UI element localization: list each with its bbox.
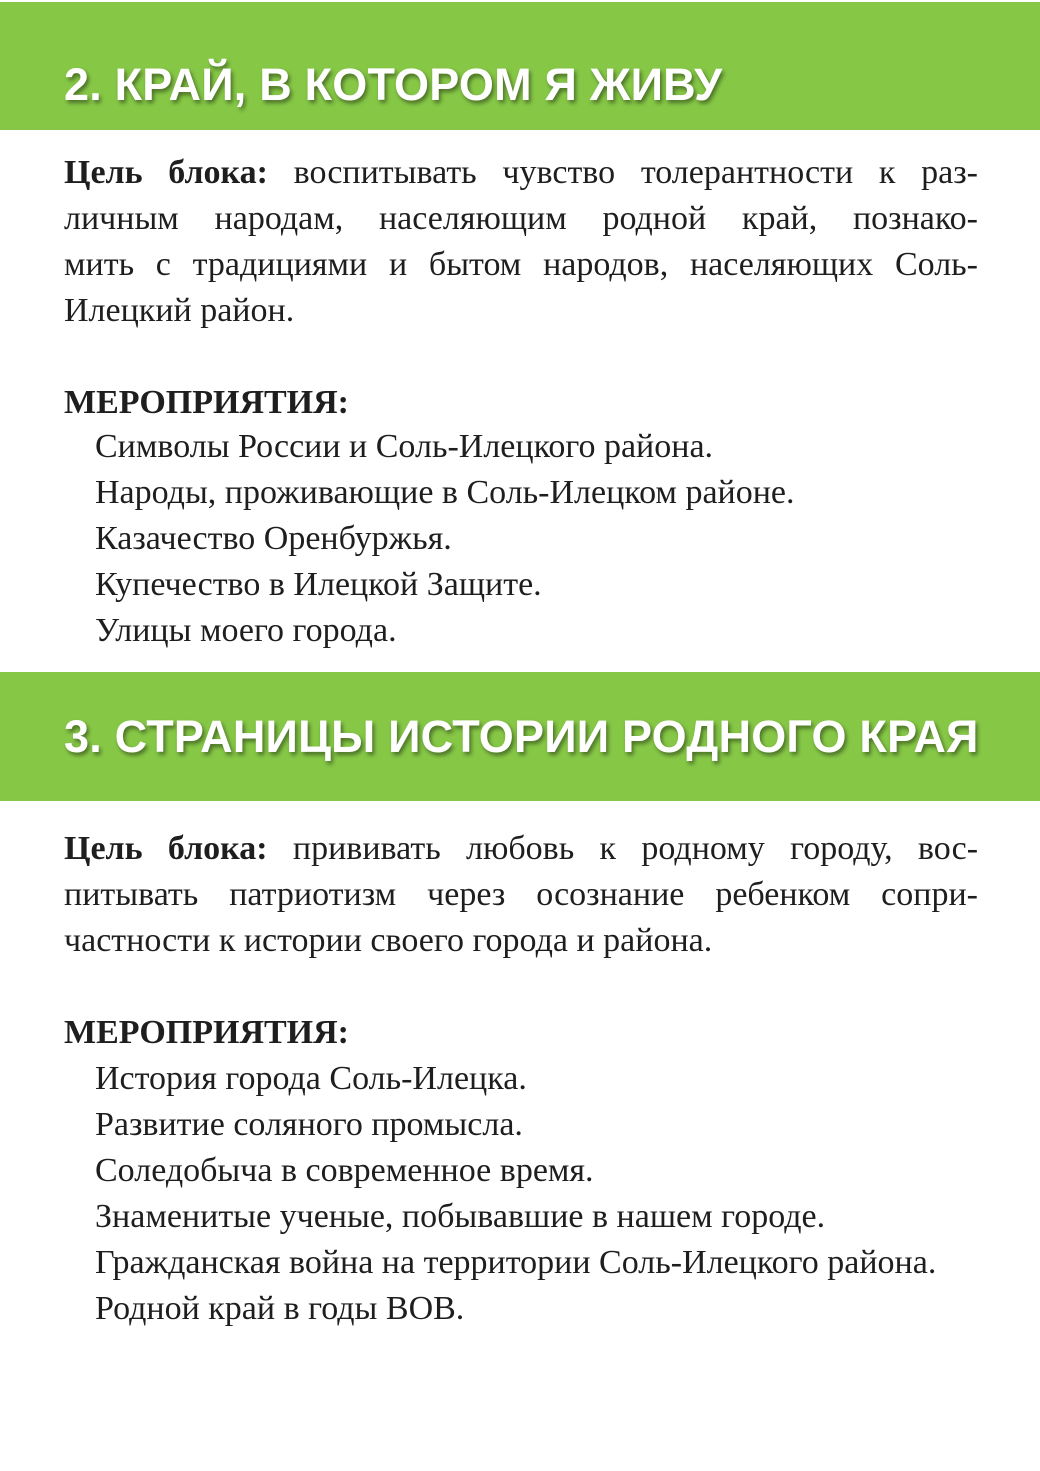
section-2-goal: [64, 150, 978, 334]
event-item: Символы России и Соль-Илецкого района.: [95, 428, 714, 465]
goal-line: [64, 826, 978, 872]
goal-line: Илецкий район.: [64, 292, 295, 329]
section-3-goal: [64, 826, 978, 964]
section-2-events-heading: МЕРОПРИЯТИЯ:: [64, 384, 349, 421]
goal-line: питывать патриотизм через осознание ребенком сопри-: [64, 876, 978, 913]
goal-text: прививать любовь к родному городу, вос-: [292, 830, 979, 867]
event-item: Народы, проживающие в Соль-Илецком районе.: [95, 474, 795, 511]
goal-label: Цель блока:: [64, 154, 268, 191]
section-2-banner: [0, 2, 1040, 130]
event-item: Знаменитые ученые, побывавшие в нашем городе.: [95, 1198, 826, 1235]
goal-line: [64, 150, 978, 196]
event-item: Родной край в годы ВОВ.: [95, 1290, 465, 1327]
section-2-title: 2. КРАЙ, В КОТОРОМ Я ЖИВУ: [64, 59, 723, 110]
goal-line: личным народам, населяющим родной край, познако-: [64, 200, 978, 237]
event-item: Развитие соляного промысла.: [95, 1106, 523, 1143]
goal-text: воспитывать чувство толерантности к раз-: [293, 154, 978, 191]
section-3-events-heading: МЕРОПРИЯТИЯ:: [64, 1014, 349, 1051]
event-item: Купечество в Илецкой Защите.: [95, 566, 542, 603]
goal-line: частности к истории своего города и района.: [64, 922, 713, 959]
event-item: Казачество Оренбуржья.: [95, 520, 452, 557]
section-3-title: 3. СТРАНИЦЫ ИСТОРИИ РОДНОГО КРАЯ: [64, 711, 979, 762]
event-item: Гражданская война на территории Соль-Илецкого района.: [95, 1244, 937, 1281]
goal-label: Цель блока:: [64, 830, 268, 867]
goal-line: мить с традициями и бытом народов, населяющих Соль-: [64, 246, 978, 283]
event-item: Улицы моего города.: [95, 612, 397, 649]
event-item: История города Соль-Илецка.: [95, 1060, 527, 1097]
event-item: Соледобыча в современное время.: [95, 1152, 594, 1189]
section-3-banner: [0, 672, 1040, 801]
section-2-events-list: [95, 424, 795, 654]
section-3-events-list: [95, 1056, 936, 1332]
